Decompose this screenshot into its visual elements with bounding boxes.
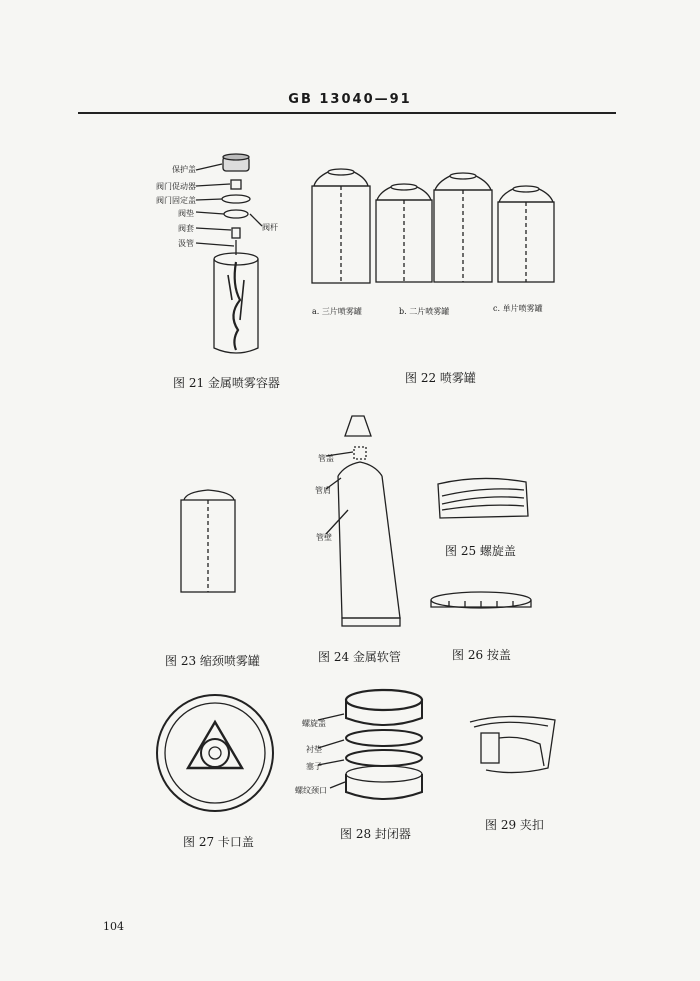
- page-header-title: GB 13040—91: [288, 92, 412, 107]
- figure-24-caption: 图 24 金属软管: [318, 650, 401, 664]
- fig21-label-cap: 保护盖: [172, 165, 196, 174]
- figure-21-caption: 图 21 金属喷雾容器: [173, 376, 280, 390]
- fig28-label-plug: 塞子: [306, 762, 322, 771]
- fig22-subcaption-c: c. 单片喷雾罐: [493, 304, 543, 313]
- page-number: 104: [103, 920, 124, 933]
- figure-27-caption: 图 27 卡口盖: [183, 835, 254, 849]
- figure-28-caption: 图 28 封闭器: [340, 827, 411, 841]
- fig24-label-tube-wall: 管壁: [316, 533, 332, 542]
- figure-22-caption: 图 22 喷雾罐: [405, 371, 476, 385]
- fig21-label-mounting-cup: 阀门固定盖: [156, 196, 196, 205]
- fig28-label-liner: 衬垫: [306, 745, 322, 754]
- fig21-label-actuator: 阀门促动器: [156, 182, 196, 191]
- fig21-label-stem: 阀杆: [262, 223, 278, 232]
- figure-29-caption: 图 29 夹扣: [485, 818, 544, 832]
- fig24-label-tube-cap: 管盖: [318, 454, 334, 463]
- fig28-label-screw-cap: 螺旋盖: [302, 719, 326, 728]
- fig21-label-housing: 阀套: [178, 224, 194, 233]
- fig28-label-threaded-neck: 螺纹颈口: [295, 786, 327, 795]
- fig21-label-gasket: 阀垫: [178, 209, 194, 218]
- figure-23-caption: 图 23 缩颈喷雾罐: [165, 654, 260, 668]
- fig22-subcaption-b: b. 二片喷雾罐: [399, 307, 450, 316]
- figure-25-caption: 图 25 螺旋盖: [445, 544, 516, 558]
- figure-26-caption: 图 26 按盖: [452, 648, 511, 662]
- fig21-label-dip-tube: 汲管: [178, 239, 194, 248]
- fig22-subcaption-a: a. 三片喷雾罐: [312, 307, 362, 316]
- fig24-label-tube-shoulder: 管肩: [315, 486, 331, 495]
